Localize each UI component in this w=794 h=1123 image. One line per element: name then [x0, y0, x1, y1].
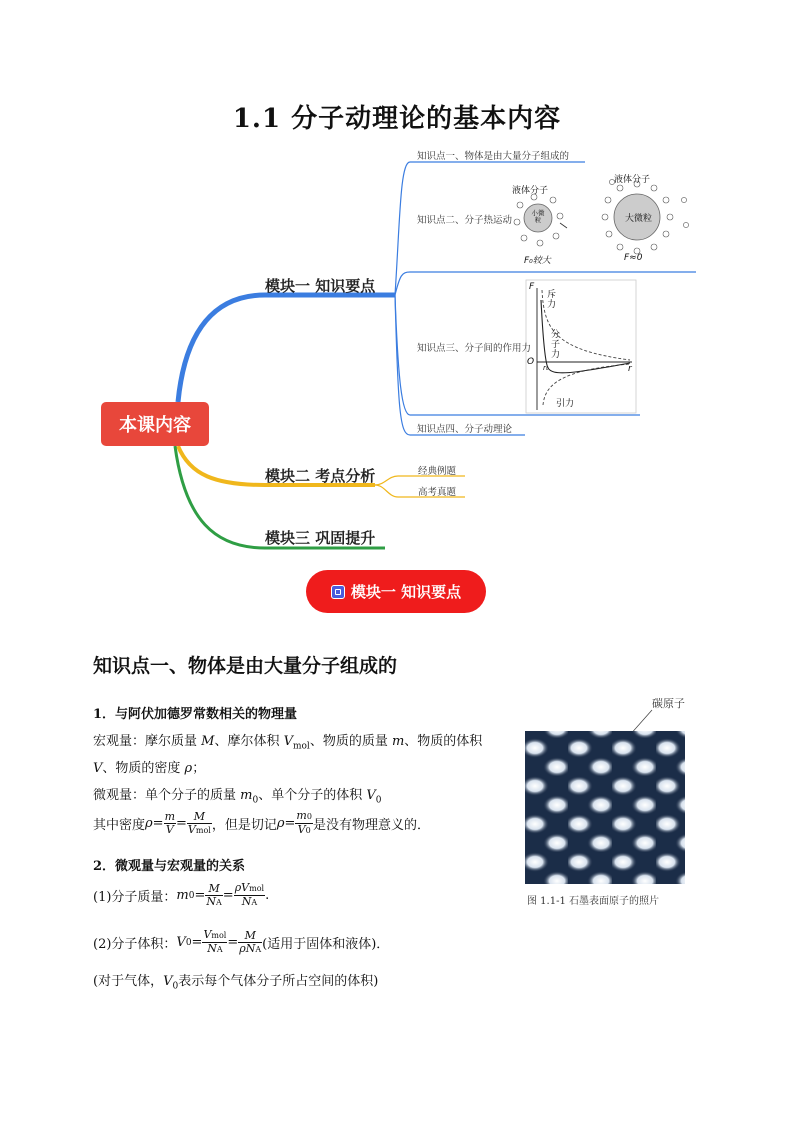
subheading-2: 2．微观量与宏观量的关系 — [93, 859, 246, 874]
page-title: 1.1 分子动理论的基本内容 — [232, 104, 562, 134]
micro-line: 微观量：单个分子的质量 $m_0$、单个分子的体积 $V_0$ — [93, 788, 382, 806]
gas-note: (对于气体，$V_0$表示每个气体分子所占空间的体积) — [93, 974, 379, 992]
photo-caption: 图 1.1-1 石墨表面原子的照片 — [527, 896, 660, 907]
volume-line: (2)分子体积： V 0 = $\frac{\text{Vmol}}{NA}$ = $\frac{M}{\text{ρNA}}$ (适用于固体和液体)． — [93, 928, 390, 955]
branch-module2: 模块二 考点分析 — [265, 467, 376, 485]
m2-item-2: 高考真题 — [418, 487, 457, 498]
module1-button[interactable] — [306, 570, 486, 613]
section-heading: 知识点一、物体是由大量分子组成的 — [93, 655, 398, 677]
frac-m-over-V: $\frac{m}{V}$ — [164, 810, 176, 836]
kp-item-3: 知识点三、分子间的作用力 — [417, 343, 532, 354]
mass-line: (1)分子质量： m 0 = $\frac{M}{NA}$ = $\frac{\text{ρVmol}}{NA}$ . — [93, 881, 270, 908]
force-distance-graph — [526, 280, 636, 413]
attraction-label: 引力 — [556, 399, 575, 409]
kp-item-4: 知识点四、分子动理论 — [417, 424, 513, 435]
frac-m0-over-V0: $\frac{m0}{V0}$ — [296, 809, 312, 836]
density-line: 其中密度 ρ = $\frac{m}{V}$ = $\frac{M}{\text{Vmol}}$ ，但是切记 ρ = $\frac{m0}{V0}$ 是没有物理意义的． — [93, 809, 430, 836]
repulsion-label: 斥力 — [547, 290, 557, 310]
branch-module1: 模块一 知识要点 — [265, 277, 376, 295]
macro-line-2: V、物质的密度 ρ； — [93, 761, 206, 776]
right-caption: F≈0 — [624, 253, 643, 263]
module-icon — [331, 585, 345, 599]
big-particle-label: 大微粒 — [625, 214, 653, 224]
kp-item-1: 知识点一、物体是由大量分子组成的 — [417, 151, 570, 162]
small-particle-label: 小微粒 — [531, 209, 545, 224]
subheading-1: 1．与阿伏加德罗常数相关的物理量 — [93, 707, 298, 722]
macro-line-1: 宏观量：摩尔质量 M、摩尔体积 $V_{mol}$、物质的质量 m、物质的体积 — [93, 734, 483, 752]
graphite-photo — [524, 700, 689, 890]
kp-item-2: 知识点二、分子热运动 — [417, 215, 513, 226]
mind-map — [0, 140, 794, 580]
frac-M-over-Vmol: $\frac{M}{\text{Vmol}}$ — [187, 809, 211, 836]
f-axis-label: F — [529, 282, 535, 292]
right-liquid-label: 液体分子 — [614, 175, 651, 185]
r-axis-label: r — [628, 364, 632, 374]
kp-curve-4 — [395, 295, 525, 435]
graphite-photo-lattice — [525, 731, 685, 884]
branch-curve-module1 — [178, 295, 395, 402]
carbon-atom-label: 碳原子 — [652, 697, 685, 710]
molecular-force-label: 分子力 — [551, 330, 561, 360]
left-liquid-label: 液体分子 — [512, 186, 549, 196]
m2-item-1: 经典例题 — [418, 466, 457, 477]
branch-module3: 模块三 巩固提升 — [265, 529, 376, 547]
r0-label: r₀ — [543, 364, 549, 372]
left-caption: F₀较大 — [524, 256, 551, 266]
origin-label: O — [527, 357, 535, 367]
root-node: 本课内容 — [101, 402, 209, 446]
module1-button-label: 模块一 知识要点 — [350, 583, 462, 601]
